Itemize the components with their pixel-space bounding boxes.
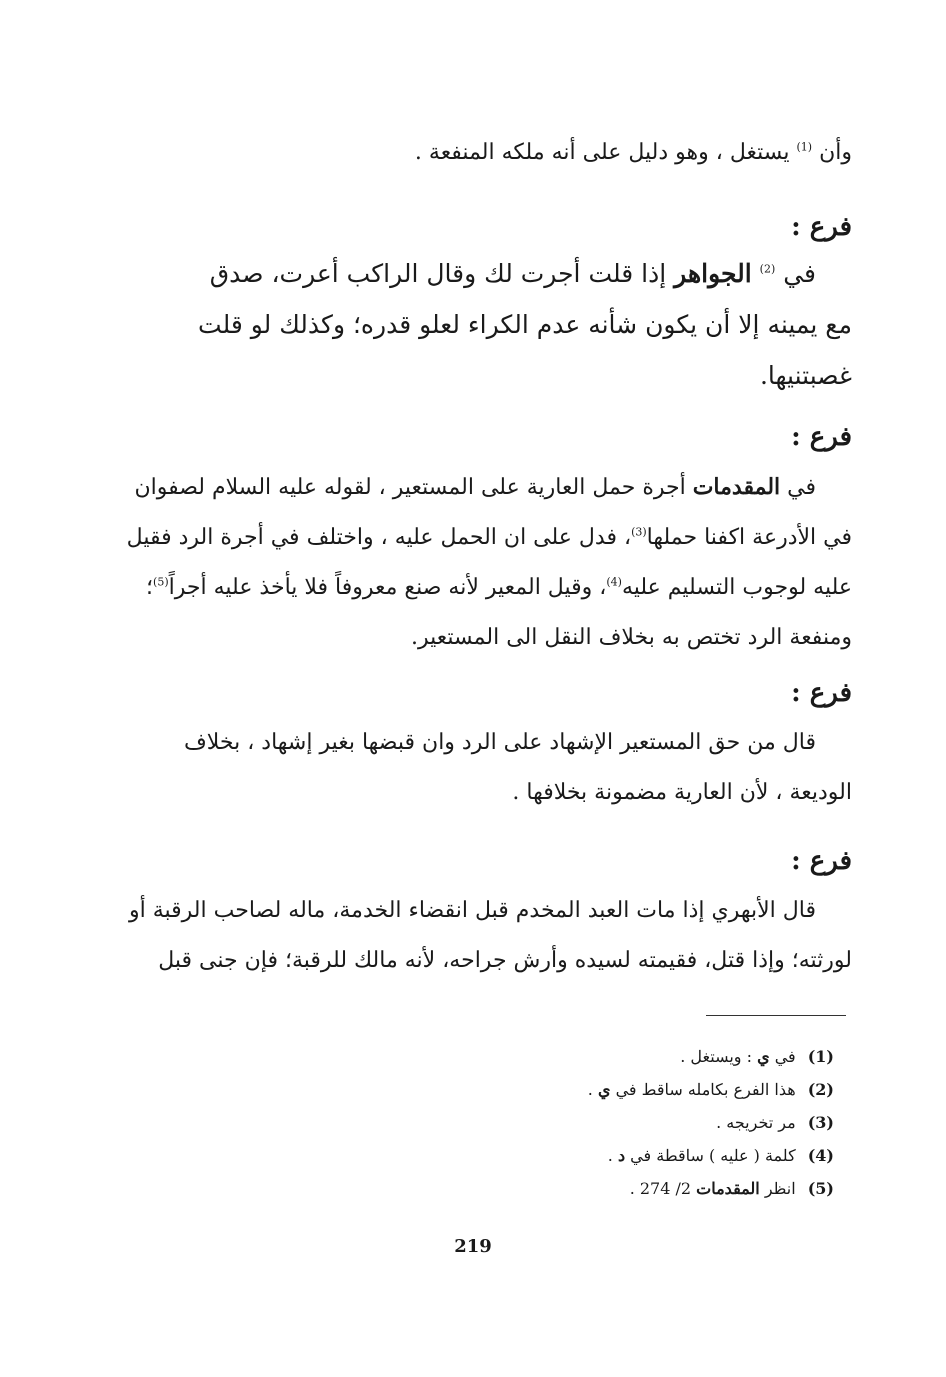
paragraph-line: قال الأبهري إذا مات العبد المخدم قبل انقضاء الخدمة، ماله لصاحب الرقبة أو <box>128 898 816 923</box>
text-run: ؛ <box>146 575 154 600</box>
bold-manuscript-code: ي <box>597 1080 611 1099</box>
footnote-ref: (4) <box>606 575 622 589</box>
intro-line <box>180 128 852 178</box>
text-run: وأن <box>819 140 852 165</box>
bold-manuscript-code: ي <box>757 1047 770 1066</box>
text-run: أجرة حمل العارية على المستعير ، لقوله عليه السلام لصفوان <box>134 475 686 500</box>
footnote-text <box>608 1139 796 1172</box>
text-run: في <box>787 475 816 500</box>
paragraph-line <box>134 462 852 513</box>
bold-source-name: الجواهر <box>674 259 752 288</box>
paragraph-line: قال من حق المستعير الإشهاد على الرد وان قبضها بغير إشهاد ، بخلاف <box>183 730 816 755</box>
text-run: . <box>587 1080 593 1099</box>
footnote-text <box>680 1040 795 1073</box>
text-run: في الأدرعة اكفنا حملها <box>646 525 852 550</box>
footnote-text <box>588 1073 796 1106</box>
footnote-text: مر تخريجه . <box>716 1113 796 1132</box>
section-heading-3: فرع : <box>791 678 852 708</box>
text-run: يستغل ، وهو دليل على أنه ملكه المنفعة . <box>414 140 790 165</box>
paragraph-line: ومنفعة الرد تختص به بخلاف النقل الى المستعير. <box>411 625 852 650</box>
paragraph-line <box>126 513 852 563</box>
footnote-number: (2) <box>807 1080 834 1099</box>
section-paragraph-2 <box>126 462 852 663</box>
paragraph-line <box>146 563 852 613</box>
text-run: انظر <box>764 1179 796 1198</box>
footnote-ref: (5) <box>153 575 169 589</box>
text-run: في <box>783 259 816 288</box>
footnote-number: (4) <box>807 1146 834 1165</box>
paragraph-line: غصبتنيها. <box>759 361 852 390</box>
intro-paragraph <box>180 128 852 178</box>
footnote-item <box>588 1172 834 1205</box>
footnotes-list <box>588 1040 834 1205</box>
footnote-ref: (3) <box>631 525 647 539</box>
footnote-item <box>588 1040 834 1073</box>
paragraph-line: لورثته؛ وإذا قتل، فقيمته لسيده وأرش جراحه، لأنه مالك للرقبة؛ فإن جنى قبل <box>158 948 852 973</box>
text-run: . <box>607 1146 613 1165</box>
section-heading-4: فرع : <box>791 846 852 876</box>
text-run: كلمة ( عليه ) ساقطة في <box>630 1146 796 1165</box>
footnote-number: (1) <box>807 1047 834 1066</box>
section-heading-1: فرع : <box>791 212 852 242</box>
paragraph-line: مع يمينه إلا أن يكون شأنه عدم الكراء لعلو قدره؛ وكذلك لو قلت <box>198 310 852 339</box>
paragraph-line <box>180 248 852 299</box>
footnote-number: (5) <box>807 1179 834 1198</box>
text-run: ، وقيل المعير لأنه صنع معروفاً فلا يأخذ عليه أجراً <box>168 575 607 600</box>
section-heading-2: فرع : <box>791 422 852 452</box>
page-number: 219 <box>454 1236 492 1257</box>
section-paragraph-4 <box>128 886 852 986</box>
text-run: : ويستغل . <box>680 1047 752 1066</box>
bold-manuscript-code: د <box>617 1146 626 1165</box>
text-run: 2/ 274 . <box>629 1179 692 1198</box>
text-run: إذا قلت أجرت لك وقال الراكب أعرت، صدق <box>209 259 667 288</box>
section-paragraph-3 <box>180 718 852 818</box>
section-paragraph-1 <box>180 248 852 401</box>
footnote-divider <box>706 1015 846 1016</box>
footnote-item <box>588 1073 834 1106</box>
footnote-item <box>588 1106 834 1139</box>
footnote-number: (3) <box>807 1113 834 1132</box>
text-run: في <box>774 1047 796 1066</box>
paragraph-line: الوديعة ، لأن العارية مضمونة بخلافها . <box>512 780 852 805</box>
footnote-text <box>630 1172 796 1205</box>
text-run: هذا الفرع بكامله ساقط في <box>615 1080 796 1099</box>
footnote-item <box>588 1139 834 1172</box>
text-run: عليه لوجوب التسليم عليه <box>621 575 852 600</box>
footnote-ref: (2) <box>759 262 776 276</box>
bold-source-name: المقدمات <box>696 1179 760 1198</box>
text-run: ، فدل على ان الحمل عليه ، واختلف في أجرة الرد فقيل <box>126 525 632 550</box>
footnote-ref: (1) <box>796 140 813 154</box>
bold-source-name: المقدمات <box>692 474 781 500</box>
